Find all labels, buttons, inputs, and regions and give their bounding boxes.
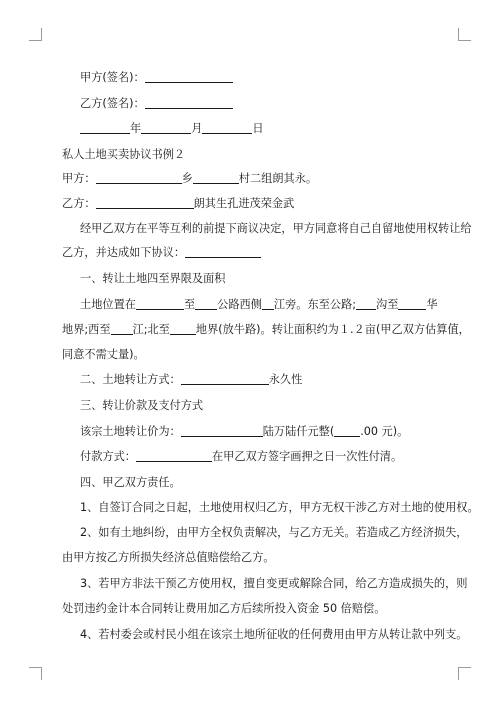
clause-3-line-2: 处罚违约金计本合同转让费用加乙方后续所投入资金 50 倍赔偿。	[62, 602, 386, 615]
section-3-heading: 三、转让价款及支付方式	[80, 399, 204, 412]
party-a-signature-line	[80, 71, 460, 85]
blank-field	[262, 298, 274, 310]
blank-field	[141, 122, 191, 134]
party-b-signature-label: 乙方(签名)：	[80, 97, 145, 110]
clause-4: 4、若村委会或村民小组在该宗土地所征收的任何费用由甲方从转让款中列支。	[80, 628, 468, 641]
blank-field	[80, 122, 130, 134]
land-boundary-line: 地界;西至 江;北至 地界(放牛路)。转让面积约为１.２亩(甲乙双方估算值，	[62, 323, 470, 336]
corner-mark-top-left	[29, 28, 42, 41]
preamble-line-1: 经甲乙双方在平等互利的前提下商议决定，甲方同意将自己自留地使用权转让给	[80, 222, 472, 235]
blank-field	[96, 197, 194, 209]
blank-field	[136, 450, 212, 462]
party-a-signature-label: 甲方(签名)：	[80, 71, 145, 84]
date-day-label: 日	[252, 122, 264, 135]
corner-mark-bottom-right	[458, 667, 471, 680]
blank-field	[96, 172, 182, 184]
blank-field	[193, 172, 239, 184]
land-area-note: 同意不需丈量)。	[62, 348, 145, 361]
date-line	[80, 122, 460, 136]
blank-field	[145, 71, 233, 83]
date-year-label: 年	[130, 122, 142, 135]
corner-mark-bottom-left	[29, 667, 42, 680]
preamble-line-2: 乙方，并达成如下协议：	[62, 246, 442, 260]
transfer-price-line: 该宗土地转让价为： 陆万陆仟元整( .00 元)。	[80, 425, 409, 438]
blank-field	[136, 298, 184, 310]
blank-field	[181, 373, 269, 385]
party-b-line: 乙方： 朗其生孔进茂荣金武	[62, 197, 295, 210]
blank-field	[111, 323, 133, 335]
blank-field	[334, 425, 360, 437]
clause-2-line-2: 由甲方按乙方所损失经济总值赔偿给乙方。	[62, 551, 275, 564]
blank-field	[398, 298, 426, 310]
clause-1: 1、自签订合同之日起，土地使用权归乙方，甲方无权干涉乙方对土地的使用权。	[80, 501, 479, 514]
section-1-heading: 一、转让土地四至界限及面积	[80, 272, 226, 285]
clause-2-line-1: 2、如有土地纠纷，由甲方全权负责解决，与乙方无关。若造成乙方经济损失，	[80, 526, 468, 539]
transfer-method-line: 二、土地转让方式： 永久性	[80, 373, 303, 386]
section-4-heading: 四、甲乙双方责任。	[80, 476, 181, 489]
date-month-label: 月	[191, 122, 203, 135]
blank-field	[181, 425, 263, 437]
blank-field	[356, 298, 376, 310]
clause-3-line-1: 3、若甲方非法干预乙方使用权，擅自变更或解除合同，给乙方造成损失的，则	[80, 577, 468, 590]
party-b-signature-line	[80, 97, 460, 111]
document-title: 私人土地买卖协议书例２	[62, 148, 186, 161]
land-location-line: 土地位置在 至 公路西侧 江旁。东至公路; 沟至 华	[80, 298, 438, 311]
blank-field	[145, 97, 233, 109]
blank-field	[195, 298, 217, 310]
blank-field	[185, 246, 261, 258]
payment-method-line: 付款方式： 在甲乙双方签字画押之日一次性付清。	[80, 450, 403, 463]
blank-field	[202, 122, 252, 134]
blank-field	[170, 323, 196, 335]
party-a-line: 甲方： 乡 村二组朗其永。	[62, 172, 318, 185]
corner-mark-top-right	[458, 28, 471, 41]
